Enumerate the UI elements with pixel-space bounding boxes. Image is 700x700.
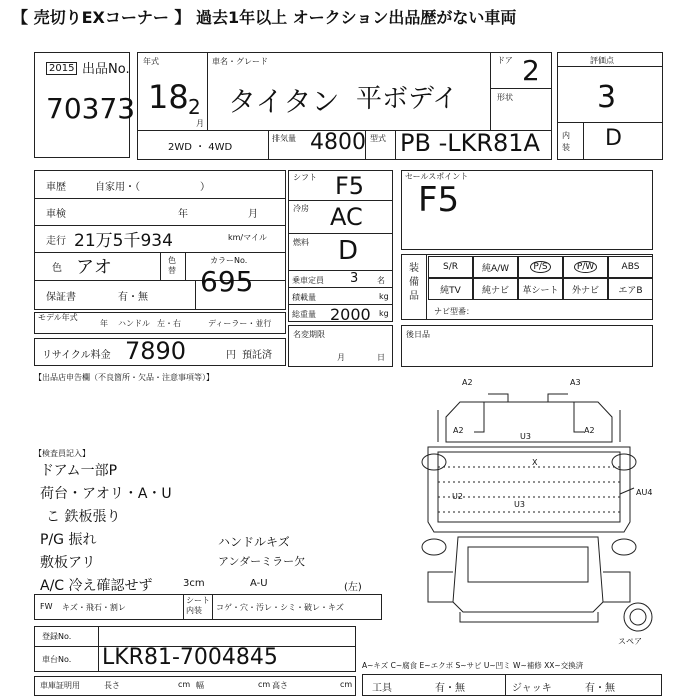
- tools-value: 有・無: [435, 683, 465, 694]
- name-value: タイタン: [228, 85, 340, 118]
- color-no-value: 695: [200, 265, 254, 298]
- month-unit: 月: [196, 119, 204, 128]
- sales-point-label: セールスポイント: [405, 172, 469, 181]
- color-value: アオ: [76, 257, 112, 278]
- history-label: 車歴: [46, 182, 66, 193]
- cert-label: 車庫証明用: [40, 681, 80, 690]
- name-change-label: 名変期限: [293, 330, 325, 339]
- diagram-label-u2: U2: [452, 492, 463, 501]
- load-unit: kg: [379, 292, 389, 301]
- vehicle-diagram: [398, 372, 660, 652]
- diagram-label-u3-top: U3: [520, 432, 531, 441]
- drive-label: 2WD ・ 4WD: [168, 142, 233, 153]
- equipment-item: 純ナビ: [473, 278, 518, 300]
- note-right-0: ハンドルキズ: [218, 535, 290, 549]
- shape-label: 形状: [497, 93, 513, 102]
- equipment-item: 純TV: [428, 278, 473, 300]
- doors-value: 2: [522, 54, 540, 87]
- displacement-label: 排気量: [272, 134, 296, 143]
- month-value: 2: [188, 95, 201, 119]
- diagram-label-u3-mid: U3: [514, 500, 525, 509]
- name-label: 車名・グレード: [212, 57, 268, 66]
- equipment-item: 革シート: [518, 278, 563, 300]
- navi-label: ナビ型番：: [434, 307, 474, 316]
- capacity-value: 3: [350, 271, 359, 286]
- note-right-1: アンダーミラー欠: [218, 555, 306, 568]
- registration-label: 登録No.: [42, 632, 72, 641]
- doors-label: ドア: [497, 56, 513, 65]
- banner-title: 【 売切りEXコーナー 】 過去1年以上 オークション出品歴がない車両: [12, 8, 517, 27]
- gross-unit: kg: [379, 309, 389, 318]
- model-label: 型式: [370, 134, 386, 143]
- displacement-value: 4800: [310, 130, 366, 155]
- handle-value: 左・右: [157, 319, 181, 328]
- fuel-label: 燃料: [293, 238, 309, 247]
- inspection-year: 年: [178, 209, 188, 220]
- equipment-item: S/R: [428, 256, 473, 278]
- fw-note: 3cm: [183, 578, 205, 589]
- note-left-5: A/C 冷え確認せず: [40, 578, 153, 594]
- goods-label: 後日品: [406, 330, 430, 339]
- lot-number: 70373: [46, 92, 136, 125]
- mileage-unit: km/マイル: [228, 233, 267, 242]
- note-left-0: ドアム一部P: [40, 463, 118, 479]
- interior-value: D: [605, 126, 622, 151]
- note-left-4: 敷板アリ: [40, 555, 96, 571]
- aircon-label: 冷房: [293, 204, 309, 213]
- recycle-value: 7890: [125, 337, 187, 365]
- mileage-value: 21万5千934: [74, 231, 173, 251]
- equipment-item: 純A/W: [473, 256, 518, 278]
- seller-notes-label: 【出品店申告欄（不良箇所・欠品・注意事項等）】: [34, 373, 214, 382]
- shift-label: シフト: [293, 173, 317, 182]
- sales-point-value: F5: [418, 180, 460, 220]
- warranty-value: 有・無: [118, 292, 148, 303]
- model-value: PB -LKR81A: [400, 129, 540, 157]
- seat-items: コゲ・穴・汚レ・シミ・破レ・キズ: [216, 603, 344, 612]
- equipment-label: 装備品: [409, 263, 419, 302]
- interior-label: 内装: [562, 131, 570, 152]
- name-change-day: 日: [377, 353, 385, 362]
- note-left-1: 荷台・アオリ・A・U: [40, 486, 172, 502]
- jack-label: ジャッキ: [512, 683, 552, 694]
- model-change-label: モデル年式: [38, 313, 78, 322]
- fw-items: キズ・飛石・割レ: [62, 603, 126, 612]
- aircon-value: AC: [330, 203, 363, 231]
- seat-label: シート内装: [186, 596, 210, 615]
- damage-legend: A~キズ C~腐食 E~エクボ S~サビ U~凹ミ W~補修 XX~交換済: [362, 661, 584, 670]
- inspector-label: 【検査員記入】: [34, 449, 90, 458]
- fw-label: FW: [40, 602, 53, 611]
- name-change-month: 月: [337, 353, 345, 362]
- capacity-unit: 名: [377, 276, 385, 285]
- diagram-label-a2-top: A2: [462, 378, 473, 387]
- score-label: 評価点: [590, 56, 614, 65]
- recycle-label: リサイクル料金: [42, 350, 111, 361]
- spare-label: スペア: [618, 637, 642, 646]
- note-left-2: こ 鉄板張り: [46, 509, 121, 525]
- load-label: 積載量: [292, 293, 316, 302]
- lot-label: 出品No.: [82, 62, 130, 77]
- fuel-value: D: [338, 236, 359, 266]
- length-label: 長さ: [104, 681, 120, 690]
- diagram-label-a2-left: A2: [453, 426, 464, 435]
- lot-year-tag: 2015: [46, 62, 77, 75]
- year-value: 18: [148, 78, 189, 116]
- gross-label: 総重量: [292, 310, 316, 319]
- height-label: 高さ: [272, 681, 288, 690]
- diagram-label-a2-right: A2: [584, 426, 595, 435]
- length-cm: cm: [178, 680, 191, 689]
- recycle-unit: 円: [226, 350, 236, 361]
- recycle-deposit: 預託済: [242, 350, 272, 361]
- equipment-item: ABS: [608, 256, 653, 278]
- year-label: 年式: [143, 57, 159, 66]
- note-left-3: P/G 振れ: [40, 532, 97, 548]
- equipment-item: P/W: [563, 256, 608, 278]
- capacity-label: 乗車定員: [292, 276, 324, 285]
- equipment-item: P/S: [518, 256, 563, 278]
- tools-label: 工具: [372, 683, 392, 694]
- inspection-month: 月: [248, 209, 258, 220]
- shift-value: F5: [335, 172, 365, 200]
- chassis-label: 車台No.: [42, 655, 72, 664]
- color-change-label: 色替: [168, 256, 176, 275]
- grade-value: 平ボデイ: [356, 84, 459, 114]
- gross-value: 2000: [330, 305, 371, 324]
- width-cm: cm: [258, 680, 271, 689]
- color-no-label: カラーNo.: [210, 256, 248, 265]
- score-value: 3: [597, 80, 617, 115]
- warranty-label: 保証書: [46, 292, 76, 303]
- diagram-label-x: X: [532, 458, 538, 467]
- equipment-item: エアB: [608, 278, 653, 300]
- model-year-unit: 年: [100, 319, 108, 328]
- color-label: 色: [52, 263, 62, 274]
- chassis-value: LKR81-7004845: [102, 645, 278, 670]
- equipment-item: 外ナビ: [563, 278, 608, 300]
- fw-note3: (左): [344, 582, 362, 593]
- mileage-label: 走行: [46, 236, 66, 247]
- inspection-label: 車検: [46, 209, 66, 220]
- cert-row: [34, 676, 356, 696]
- handle-label: ハンドル: [118, 319, 150, 328]
- dealer-label: ディーラー・並行: [208, 319, 272, 328]
- width-label: 幅: [196, 681, 204, 690]
- goods-box: [401, 325, 653, 367]
- history-value: 自家用・（ ）: [95, 182, 210, 193]
- height-cm: cm: [340, 680, 353, 689]
- diagram-label-au4: AU4: [636, 488, 653, 497]
- diagram-label-a3: A3: [570, 378, 581, 387]
- fw-note2: A-U: [250, 578, 268, 589]
- jack-value: 有・無: [585, 683, 615, 694]
